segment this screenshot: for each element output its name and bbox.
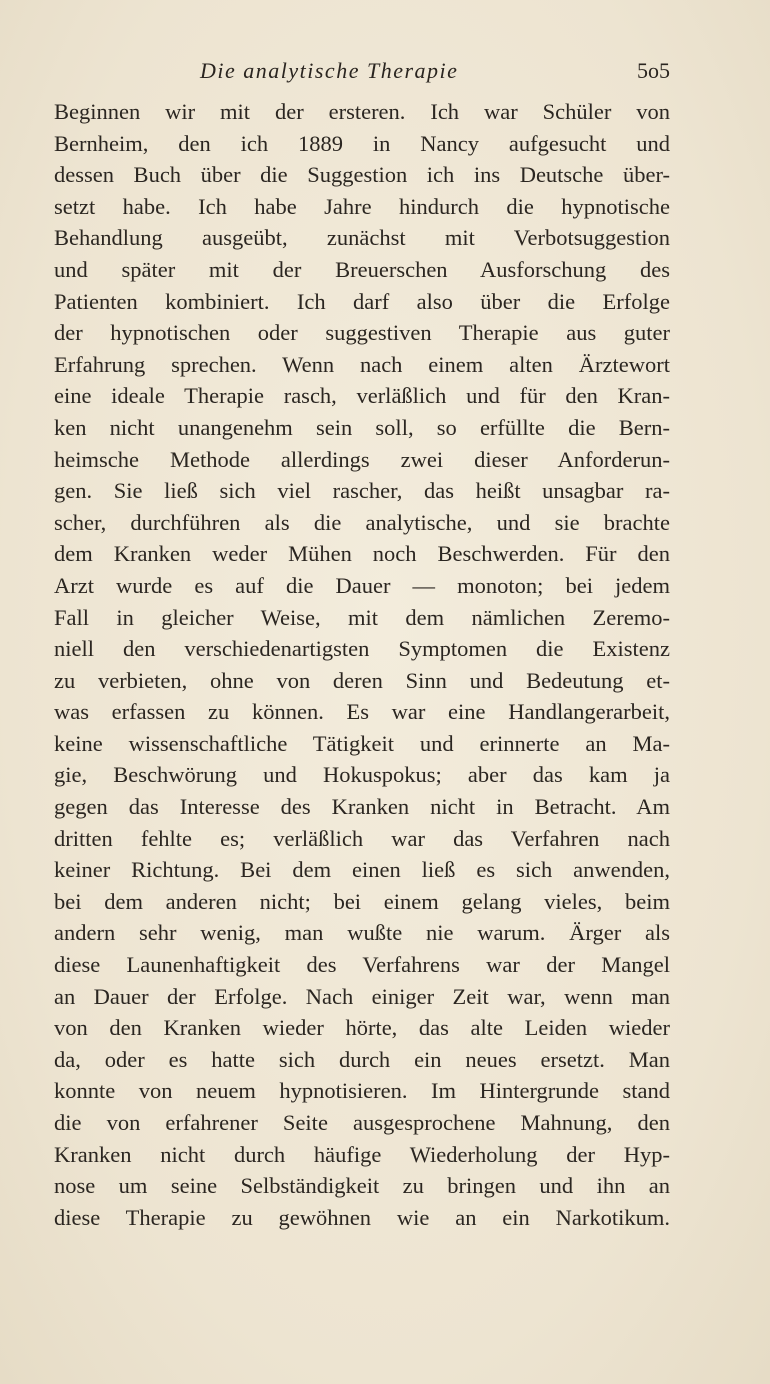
- text-line: dessen Buch über die Suggestion ich ins Deutsche über-: [54, 162, 670, 188]
- text-line: keine wissenschaftliche Tätigkeit und erinnerte an Ma-: [54, 730, 670, 756]
- text-line: dritten fehlte es; verläßlich war das Verfahren nach: [54, 825, 670, 851]
- text-line: Fall in gleicher Weise, mit dem nämlichen Zeremo-: [54, 604, 670, 630]
- text-line: da, oder es hatte sich durch ein neues ersetzt. Man: [54, 1046, 670, 1072]
- text-line: was erfassen zu können. Es war eine Handlangerarbeit,: [54, 699, 670, 725]
- text-line: heimsche Methode allerdings zwei dieser Anforderun-: [54, 446, 670, 472]
- text-line: scher, durchführen als die analytische, und sie brachte: [54, 509, 670, 535]
- text-line: Kranken nicht durch häufige Wiederholung der Hyp-: [54, 1141, 670, 1167]
- text-line: diese Therapie zu gewöhnen wie an ein Narkotikum.: [54, 1204, 670, 1230]
- text-line: Arzt wurde es auf die Dauer — monoton; bei jedem: [54, 572, 670, 598]
- body-text: [54, 96, 670, 1233]
- text-line: bei dem anderen nicht; bei einem gelang vieles, beim: [54, 888, 670, 914]
- text-line: und später mit der Breuerschen Ausforschung des: [54, 256, 670, 282]
- text-line: andern sehr wenig, man wußte nie warum. Ärger als: [54, 920, 670, 946]
- text-line: keiner Richtung. Bei dem einen ließ es sich anwenden,: [54, 857, 670, 883]
- text-line: setzt habe. Ich habe Jahre hindurch die hypnotische: [54, 193, 670, 219]
- text-line: Erfahrung sprechen. Wenn nach einem alten Ärztewort: [54, 351, 670, 377]
- text-line: Beginnen wir mit der ersteren. Ich war Schüler von: [54, 99, 670, 124]
- page-number: 5o5: [637, 58, 670, 83]
- text-line: eine ideale Therapie rasch, verläßlich und für den Kran-: [54, 383, 670, 409]
- running-title: Die analytische Therapie: [200, 58, 459, 83]
- text-line: von den Kranken wieder hörte, das alte Leiden wieder: [54, 1015, 670, 1041]
- text-line: gen. Sie ließ sich viel rascher, das heißt unsagbar ra-: [54, 478, 670, 504]
- text-line: niell den verschiedenartigsten Symptomen die Existenz: [54, 636, 670, 662]
- text-line: gegen das Interesse des Kranken nicht in Betracht. Am: [54, 794, 670, 820]
- text-line: konnte von neuem hypnotisieren. Im Hintergrunde stand: [54, 1078, 670, 1104]
- text-line: nose um seine Selbständigkeit zu bringen und ihn an: [54, 1173, 670, 1199]
- text-line: zu verbieten, ohne von deren Sinn und Bedeutung et-: [54, 667, 670, 693]
- text-line: die von erfahrener Seite ausgesprochene Mahnung, den: [54, 1110, 670, 1135]
- text-line: Patienten kombiniert. Ich darf also über die Erfolge: [54, 288, 670, 314]
- page-header: [54, 58, 670, 88]
- text-line: dem Kranken weder Mühen noch Beschwerden. Für den: [54, 541, 670, 567]
- text-line: an Dauer der Erfolge. Nach einiger Zeit war, wenn man: [54, 983, 670, 1009]
- text-line: diese Launenhaftigkeit des Verfahrens war der Mangel: [54, 952, 670, 978]
- text-line: Bernheim, den ich 1889 in Nancy aufgesucht und: [54, 130, 670, 156]
- text-line: ken nicht unangenehm sein soll, so erfüllte die Bern-: [54, 414, 670, 440]
- text-line: der hypnotischen oder suggestiven Therapie aus guter: [54, 320, 670, 346]
- text-line: Behandlung ausgeübt, zunächst mit Verbotsuggestion: [54, 225, 670, 251]
- text-line: gie, Beschwörung und Hokuspokus; aber das kam ja: [54, 762, 670, 788]
